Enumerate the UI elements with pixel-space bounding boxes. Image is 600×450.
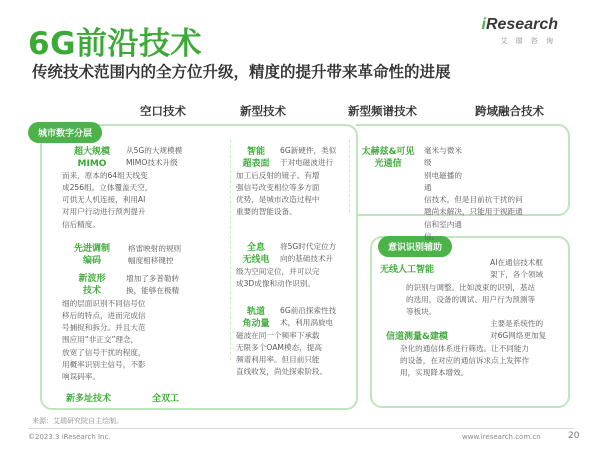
desc-new-waveform: 增加了多普勒转 换，能够在极精 细的层面识别不同信号位 移后的特点，进而完成信 号捕捉和拆分。并且大范 围应用“非正交”理念， 放宽了信号干扰的程度， 用概率识别主信号，不影 响误码率。 <box>62 274 180 382</box>
column-divider <box>230 140 231 360</box>
keyword-advanced-modulation: 先进调制 编码 <box>73 244 110 266</box>
copyright: ©2023.3 iResearch Inc. <box>28 433 111 441</box>
desc-smart-surface: 6G新硬件，类似 于对电磁波进行 加工后反射的镜子。有增 强信号改变相位等多方面 优势，是城市改造过程中 重要的智能设备。 <box>236 146 337 217</box>
page-title: 6G前沿技术 <box>28 26 203 62</box>
column-header-spectrum: 新型频谱技术 <box>348 104 417 118</box>
page-number: 20 <box>568 431 580 441</box>
keyword-terahertz-visible-light: 太赫兹&可见 光通信 <box>361 147 415 169</box>
footer-divider <box>28 428 574 429</box>
desc-terahertz-visible-light: 毫米与微米级 别电磁播的通 信技术，但是目前抗干扰的问 题尚未解决，只能用于视距通 信和室内通信。 <box>424 146 523 242</box>
keyword-orbital-angular-momentum: 轨道 角动量 <box>242 307 270 329</box>
logo-tagline: 艾 瑞 咨 询 <box>500 37 556 45</box>
desc-channel-measurement: 主要是系统性的 对6G网络更加复 杂化的通信体系进行筛选。让不同能力 的设备，在对应的通信诉求点上发挥作 用，实现降本增效。 <box>400 319 547 378</box>
page-subtitle: 传统技术范围内的全方位升级，精度的提升带来革命性的进展 <box>32 63 451 81</box>
website-link[interactable]: www.iresearch.com.cn <box>462 433 541 441</box>
iresearch-logo <box>468 14 558 54</box>
source-note: 来源：艾瑞研究院自主绘制。 <box>32 417 123 425</box>
desc-holographic-radio: 将5G时代定位方 向的基础技术升 级为空间定位，并可以完 成3D成像和动作识别。 <box>236 242 337 288</box>
section-tag-city-layer: 城市数字分层 <box>28 122 102 143</box>
keyword-wireless-ai: 无线人工智能 <box>380 265 435 275</box>
desc-orbital-angular-momentum: 6G前沿探索性技 术，利用涡旋电 磁波在同一个频率下承载 无限多个OAM模态，提高 频谱利用率。但目前只能 直线收发，尚处探索阶段。 <box>236 306 337 377</box>
column-header-new-tech: 新型技术 <box>240 104 286 118</box>
logo-wordmark: iResearch <box>481 16 558 33</box>
column-header-cross-domain: 跨域融合技术 <box>475 104 544 118</box>
keyword-channel-measurement: 信道测量&建模 <box>386 332 448 342</box>
keyword-new-multiple-access: 新多址技术 <box>66 394 112 404</box>
desc-wireless-ai: AI在通信技术框 架下，各个领域 的识别与调整。比如波束的识别，基站 的选用，设备的调试、用户行为预测等 等板块。 <box>406 258 544 317</box>
section-tag-recognition: 意识识别辅助 <box>378 236 452 257</box>
keyword-smart-surface: 智能 超表面 <box>242 147 270 169</box>
keyword-full-duplex: 全双工 <box>152 394 180 404</box>
keyword-massive-mimo: 超大规模 MIMO <box>73 147 110 169</box>
column-header-air-interface: 空口技术 <box>140 104 186 118</box>
keyword-holographic-radio: 全息 无线电 <box>242 243 270 265</box>
keyword-new-waveform: 新波形 技术 <box>78 274 106 296</box>
desc-advanced-modulation: 格雷映射的规则 幅度相移键控 <box>128 244 182 266</box>
desc-massive-mimo: 从5G的大规模模 MIMO技术升级 而来，原本的64组天线变 成256组。立体覆盖天空， 可供无人机连接，利用AI 对用户行动进行预判提升 信后精度。 <box>62 146 183 229</box>
